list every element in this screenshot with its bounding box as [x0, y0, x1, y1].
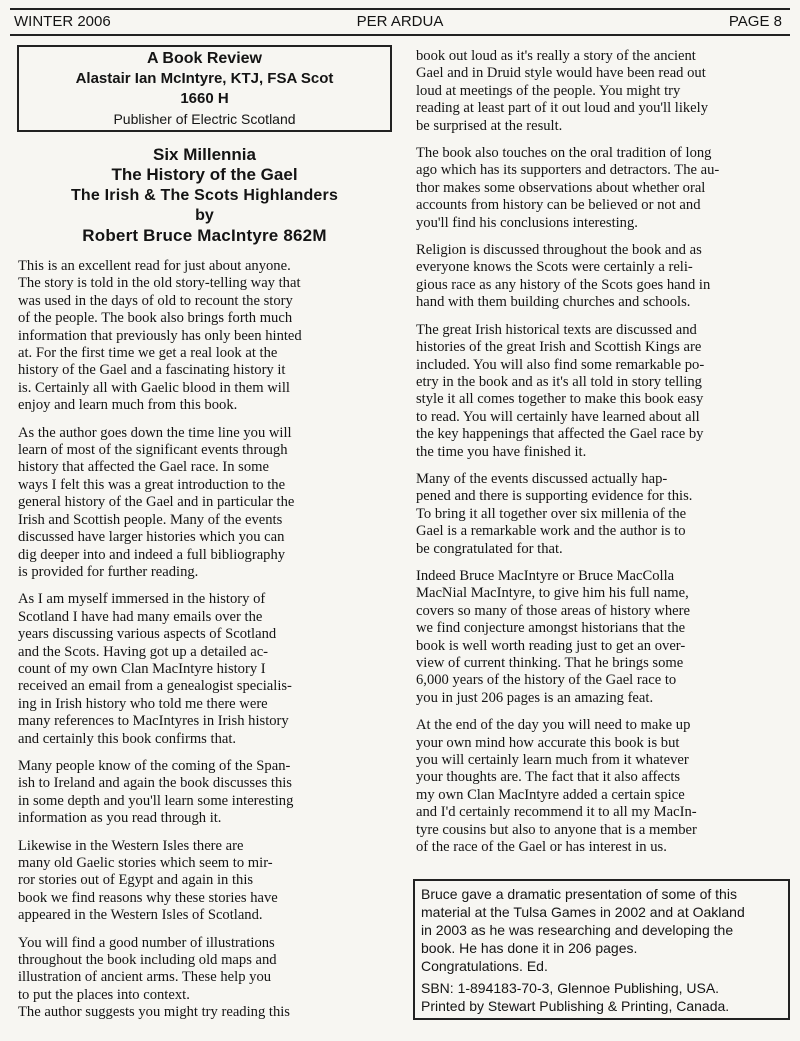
reviewer-role: Publisher of Electric Scotland [113, 111, 296, 127]
text-line: was used in the days of old to recount the story [18, 292, 293, 309]
text-line: As I am myself immersed in the history of [18, 591, 266, 608]
text-line: appeared in the Western Isles of Scotland. [18, 907, 263, 924]
text-line: As the author goes down the time line you will [18, 424, 292, 441]
text-line: many references to MacIntyres in Irish history [18, 713, 289, 730]
text-line: years discussing various aspects of Scotland [18, 626, 277, 643]
text-line: This is an excellent read for just about anyone. [18, 258, 291, 274]
text-line: Irish and Scottish people. Many of the events [18, 511, 283, 528]
text-line: ways I felt this was a great introduction to the [18, 476, 286, 493]
text-line: Indeed Bruce MacIntyre or Bruce MacColla [416, 567, 675, 584]
text-line: Printed by Stewart Publishing & Printing, Canada. [421, 998, 730, 1014]
text-line: general history of the Gael and in particular the [18, 494, 295, 511]
text-line: Bruce gave a dramatic presentation of some of this [421, 886, 737, 902]
text-line: reading at least part of it out loud and you'll likely [416, 100, 709, 117]
text-line: The story is told in the old story-telling way that [18, 275, 301, 292]
text-line: my own Clan MacIntyre added a certain spice [416, 786, 685, 803]
text-line: everyone knows the Scots were certainly a reli- [416, 259, 693, 276]
text-line: you'll find his conclusions interesting. [416, 214, 638, 231]
book-subtitle: The Irish & The Scots Highlanders [70, 187, 339, 204]
text-line: be surprised at the result. [416, 117, 563, 134]
paragraph [416, 717, 780, 856]
text-line: in some depth and you'll learn some interesting [18, 792, 294, 809]
paragraph [416, 145, 780, 232]
text-line: ish to Ireland and again the book discusses this [18, 775, 292, 792]
text-line: and certainly this book confirms that. [18, 730, 237, 747]
text-line: thor makes some observations about whether oral [416, 179, 706, 196]
issue-season: WINTER 2006 [14, 13, 111, 30]
left-column [18, 258, 380, 1032]
text-line: book we find reasons why these stories have [18, 889, 278, 906]
text-line: The great Irish historical texts are discussed and [416, 321, 697, 338]
text-line: Religion is discussed throughout the book and as [416, 242, 702, 259]
text-line: history that affected the Gael race. In some [18, 459, 269, 476]
text-line: received an email from a genealogist specialis- [18, 678, 292, 695]
text-line: you will certainly learn much from it whatever [416, 752, 689, 769]
text-line: etry in the book and as it's all told in story telling [416, 373, 702, 390]
text-line: book. He has done it in 206 pages. [421, 940, 638, 956]
reviewer-name: Alastair Ian McIntyre, KTJ, FSA Scot [75, 70, 334, 87]
paragraph [18, 758, 380, 828]
text-line: we find conjecture amongst historians that the [416, 620, 686, 637]
book-title-line2: The History of the Gael [111, 165, 298, 184]
text-line: of the race of the Gael or has interest in us. [416, 839, 667, 856]
text-line: tyre cousins but also to anyone that is a member [416, 821, 697, 838]
text-line: covers so many of those areas of history where [416, 602, 690, 619]
text-line: style it all comes together to make this book easy [416, 391, 704, 408]
text-line: the key happenings that affected the Gael race by [416, 426, 704, 443]
paragraph [18, 591, 380, 748]
right-column [416, 48, 780, 866]
text-line: view of current thinking. That he brings some [416, 655, 684, 671]
text-line: of the people. The book also brings forth much [18, 310, 293, 327]
text-line: loud at meetings of the people. You might try [416, 82, 681, 99]
text-line: Many people know of the coming of the Span- [18, 757, 291, 774]
text-line: many old Gaelic stories which seem to mir- [18, 855, 273, 871]
page-header [10, 8, 790, 36]
text-line: Congratulations. Ed. [421, 958, 548, 974]
text-line: book is well worth reading just to get an over- [416, 637, 686, 654]
text-line: to read. You will certainly have learned about all [416, 408, 700, 425]
book-author: Robert Bruce MacIntyre 862M [82, 226, 327, 245]
book-title-block [17, 145, 392, 246]
text-line: your own mind how accurate this book is but [416, 734, 680, 751]
paragraph [416, 242, 780, 312]
text-line: enjoy and learn much from this book. [18, 397, 238, 414]
review-credit-box [17, 45, 392, 132]
paragraph [18, 838, 380, 925]
text-line: SBN: 1-894183-70-3, Glennoe Publishing, USA. [421, 980, 720, 996]
text-line: included. You will also find some remarkable po- [416, 356, 705, 373]
text-line: history of the Gael and a fascinating history it [18, 362, 286, 379]
publication-name: PER ARDUA [356, 13, 444, 30]
text-line: Likewise in the Western Isles there are [18, 837, 244, 854]
text-line: the time you have finished it. [416, 443, 587, 460]
text-line: To bring it all together over six millenia of the [416, 505, 687, 522]
text-line: ror stories out of Egypt and again in this [18, 872, 254, 889]
paragraph [416, 48, 780, 135]
text-line: and the Scots. Having got up a detailed ac- [18, 643, 269, 660]
paragraph [416, 471, 780, 558]
text-line: ing in Irish history who told me there were [18, 695, 268, 712]
text-line: ago which has its supporters and detractors. The au- [416, 162, 720, 179]
paragraph [18, 935, 380, 1022]
book-by: by [195, 207, 214, 224]
text-line: and I'd certainly recommend it to all my MacIn- [416, 804, 697, 821]
text-line: The author suggests you might try reading this [18, 1004, 290, 1021]
text-line: book out loud as it's really a story of the ancient [416, 48, 696, 64]
paragraph [416, 568, 780, 707]
text-line: 6,000 years of the history of the Gael race to [416, 672, 677, 689]
reviewer-number: 1660 H [180, 90, 229, 107]
page-number: PAGE 8 [728, 13, 782, 30]
paragraph [416, 322, 780, 461]
text-line: is provided for further reading. [18, 563, 199, 580]
text-line: MacNial MacIntyre, to give him his full name, [416, 585, 689, 602]
text-line: in 2003 as he was researching and developing the [421, 922, 734, 938]
text-line: The book also touches on the oral tradition of long [416, 145, 712, 162]
text-line: Gael and in Druid style would have been read out [416, 65, 706, 82]
text-line: dig deeper into and indeed a full bibliography [18, 546, 286, 563]
text-line: your thoughts are. The fact that it also affects [416, 769, 681, 786]
text-line: information that previously has only been hinted [18, 327, 302, 344]
text-line: illustration of ancient arms. These help you [18, 969, 272, 986]
text-line: you in just 206 pages is an amazing feat. [416, 689, 654, 706]
paragraph [18, 258, 380, 415]
text-line: At the end of the day you will need to make up [416, 717, 691, 734]
review-heading: A Book Review [147, 50, 262, 67]
paragraph [421, 979, 782, 1015]
paragraph [421, 885, 782, 975]
text-line: You will find a good number of illustrations [18, 934, 275, 951]
text-line: at. For the first time we get a real look at the [18, 345, 278, 362]
editor-note-box [413, 879, 790, 1020]
paragraph [18, 425, 380, 582]
text-line: is. Certainly all with Gaelic blood in them will [18, 379, 290, 396]
book-title: Six Millennia [153, 145, 256, 164]
text-line: material at the Tulsa Games in 2002 and at Oakland [421, 904, 745, 920]
text-line: to put the places into context. [18, 986, 190, 1003]
text-line: histories of the great Irish and Scottish Kings are [416, 339, 702, 356]
text-line: learn of most of the significant events through [18, 442, 288, 459]
text-line: Gael is a remarkable work and the author is to [416, 523, 686, 540]
text-line: pened and there is supporting evidence for this. [416, 488, 693, 505]
text-line: count of my own Clan MacIntyre history I [18, 660, 266, 677]
text-line: Many of the events discussed actually hap- [416, 470, 668, 487]
text-line: information as you read through it. [18, 810, 222, 827]
text-line: Scotland I have had many emails over the [18, 608, 263, 625]
text-line: discussed have larger histories which you can [18, 529, 285, 546]
text-line: gious race as any history of the Scots goes hand in [416, 276, 711, 293]
text-line: hand with them building churches and schools. [416, 294, 691, 311]
text-line: throughout the book including old maps and [18, 952, 277, 969]
text-line: accounts from history can be believed or not and [416, 197, 701, 214]
text-line: be congratulated for that. [416, 540, 563, 557]
